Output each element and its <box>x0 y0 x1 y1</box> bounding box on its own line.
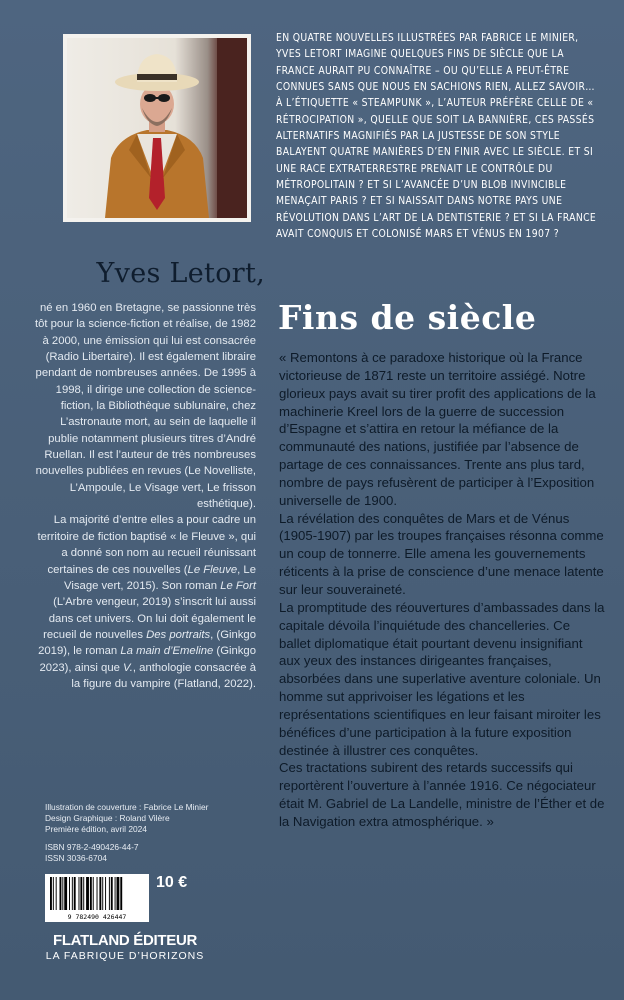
isbn-number: ISBN 978-2-490426-44-7 <box>45 842 139 852</box>
bio-work-title: La main d’Emeline <box>120 645 214 658</box>
barcode-bar <box>56 877 57 910</box>
barcode-bar <box>93 877 94 910</box>
author-name: Yves Letort, <box>96 258 265 289</box>
barcode-bar <box>53 877 54 910</box>
barcode-bar <box>99 877 101 910</box>
isbn-block <box>45 842 245 864</box>
book-title: Fins de siècle <box>278 298 537 337</box>
excerpt-paragraph: « Remontons à ce paradoxe historique où la France victorieuse de 1871 reste un territoire assiégé. Notre glorieux pays avait su tirer profit des applications de la machinerie Kreel lors de la guerre de succession d’Espagne et s’attira en retour la méfiance de la communauté des nations, justifiée par l’absence de partage de ces connaissances. Trente ans plus tard, nombre de pays refusèrent de participer à l’Exposition universelle de 1900. <box>279 350 596 508</box>
bio-work-title: Des portraits <box>146 628 211 641</box>
barcode-bar <box>72 877 73 910</box>
barcode-bar <box>83 877 84 910</box>
publisher-tagline: LA FABRIQUE D’HORIZONS <box>45 950 205 962</box>
barcode-bar <box>50 877 52 910</box>
bio-text: , (Ginkgo 2019), le roman <box>38 628 256 658</box>
barcode-number: 9 782490 426447 <box>67 913 127 921</box>
barcode-icon <box>45 874 149 922</box>
bio-text: , anthologie consacrée à la figure du vampire (Flatland, 2022). <box>71 661 256 690</box>
barcode-bar <box>60 877 62 910</box>
author-bio-paragraph-2 <box>30 512 256 692</box>
credit-edition: Première édition, avril 2024 <box>45 824 147 835</box>
barcode-bar <box>79 877 80 910</box>
barcode-bar <box>115 877 116 910</box>
excerpt-paragraph: La promptitude des réouvertures d’ambassades dans la capitale dévoila l’inquiétude des chancelleries. Ce ballet diplomatique était pourtant devenu insignifiant aux yeux des instances dirigeantes françaises, absorbées dans une superlative aventure coloniale. Un homme sut apprivoiser les légations et les représentations scientifiques en leur faisant miroiter les bénéfices d’une participation à la future exposition destinée à illustrer ces conquêtes. <box>279 599 605 758</box>
issn-number: ISSN 3036-6704 <box>45 853 107 864</box>
barcode-bar <box>117 877 120 910</box>
author-photo <box>67 38 247 218</box>
bio-text: , Le Visage vert, 2015). Son roman <box>64 563 256 592</box>
author-photo-frame <box>63 34 251 222</box>
author-bio-paragraph-1: né en 1960 en Bretagne, se passionne très tôt pour la science-fiction et réalise, de 1982 à 2000, une émission qui lui est consacrée (Radio Libertaire). Il est également libraire pendant de nombreuses années. De 1995 à 1998, il dirige une collection de science-fiction, la Bibliothèque sublunaire, chez L’astronaute mort, au sein de laquelle il publie notamment plusieurs titres d’André Ruellan. Il est l’auteur de très nombreuses nouvelles publiées en revues (Le Novelliste, L’Ampoule, Le Visage vert, Le frisson esthétique). <box>34 302 256 511</box>
bio-work-title: Le Fleuve <box>187 563 238 576</box>
bio-text: (Ginkgo 2023), ainsi que <box>39 645 256 674</box>
barcode <box>45 874 149 922</box>
author-bio <box>30 300 256 692</box>
excerpt-paragraph: Ces tractations subirent des retards successifs qui reportèrent l’ouverture à l’année 1916. Ce négociateur était M. Gabriel de La Landelle, ministre de l’Éther et de la Navigation extra atmosphérique. » <box>279 760 605 829</box>
publisher-name: FLATLAND ÉDITEUR <box>52 932 198 949</box>
bio-work-title: Le Fort <box>220 579 256 592</box>
credit-design: Design Graphique : Roland Vilère <box>45 813 170 824</box>
credit-illustration: Illustration de couverture : Fabrice Le Minier <box>45 802 209 812</box>
barcode-bar <box>62 877 63 910</box>
barcode-bar <box>69 877 70 910</box>
barcode-bar <box>80 877 82 910</box>
barcode-bar <box>105 877 106 910</box>
author-portrait-illustration <box>67 38 247 218</box>
barcode-bar <box>90 877 92 910</box>
barcode-bar <box>111 877 113 910</box>
bio-text: La majorité d’entre elles a pour cadre un territoire de fiction baptisé « le Fleuve », qui a donné son nom au recueil réunissant certaines de ces nouvelles ( <box>37 514 256 576</box>
credits <box>45 802 265 836</box>
price: 10 € <box>156 874 188 891</box>
barcode-bar <box>102 877 103 910</box>
excerpt-paragraph: La révélation des conquêtes de Mars et de Vénus (1905-1907) par les troupes françaises résonna comme un coup de tonnerre. Elle amena les gouvernements réticents à la prise de conscience d’une menace latente sur leur souveraineté. <box>279 510 604 597</box>
barcode-bar <box>97 877 98 910</box>
bio-work-title: V. <box>123 661 133 674</box>
bio-text: (L’Arbre vengeur, 2019) s’inscrit lui aussi dans cet univers. On lui doit également le recueil de nouvelles <box>43 596 256 641</box>
book-excerpt <box>279 349 605 831</box>
barcode-bar <box>64 877 67 910</box>
barcode-bar <box>86 877 89 910</box>
barcode-bar <box>120 877 122 910</box>
barcode-bar <box>74 877 76 910</box>
barcode-bar <box>109 877 110 910</box>
book-blurb: EN QUATRE NOUVELLES ILLUSTRÉES PAR FABRICE LE MINIER, YVES LETORT IMAGINE QUELQUES FINS DE SIÈCLE QUE LA FRANCE AURAIT PU CONNAÎTRE – OU QU’ELLE A PEUT-ÊTRE CONNUES SANS QUE NOUS EN SACHIONS RIEN, ALLEZ SAVOIR… À L’ÉTIQUETTE « STEAMPUNK », L’AUTEUR PRÉFÈRE CELLE DE « RÉTROCIPATION », QUELLE QUE SOIT LA BANNIÈRE, CES PASSÉS ALTERNATIFS MAGNIFIÉS PAR LA JUSTESSE DE SON STYLE BALAYENT QUATRE MANIÈRES D’EN FINIR AVEC LE SIÈCLE. ET SI UNE RACE EXTRATERRESTRE PRENAIT LE CONTRÔLE DU MÉTROPOLITAIN ? ET SI L’AVANCÉE D’UN BLOB INVINCIBLE MENAÇAIT PARIS ? ET SI NAISSAIT DANS NOTRE PAYS UNE RÉVOLUTION DANS L’ART DE LA DENTISTERIE ? ET SI LA FRANCE AVAIT CONQUIS ET COLONISÉ MARS ET VÉNUS EN 1907 ? <box>276 32 597 241</box>
publisher-logo <box>45 932 205 962</box>
